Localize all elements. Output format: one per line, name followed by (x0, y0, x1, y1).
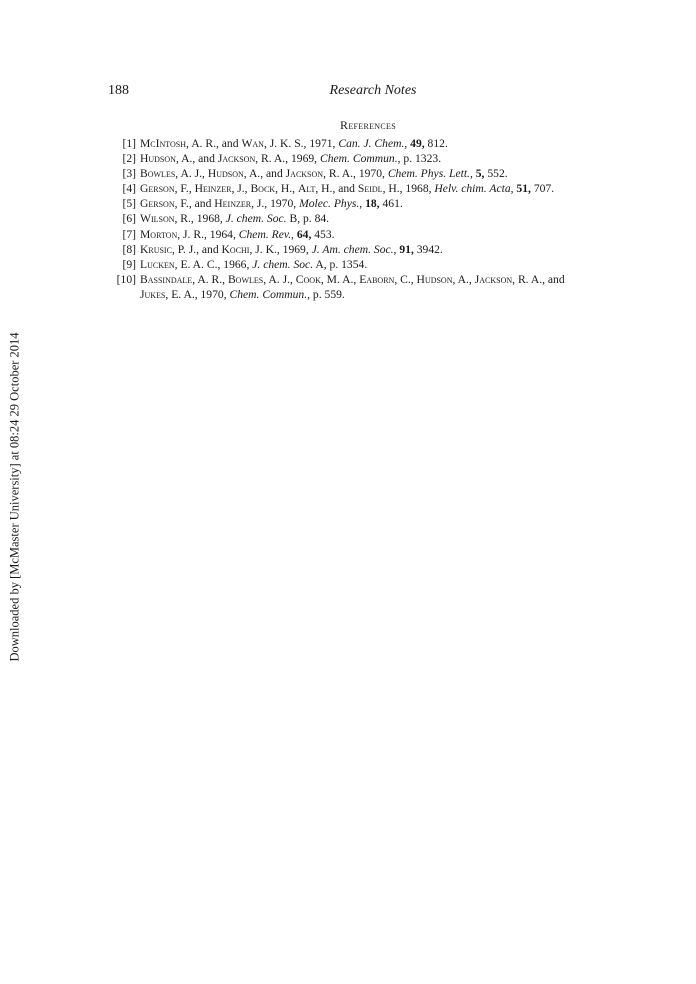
page-number: 188 (108, 83, 129, 98)
reference-segment: Lucken (140, 257, 175, 271)
reference-segment: Jukes (140, 287, 166, 301)
reference-text (140, 272, 595, 302)
reference-text (140, 181, 595, 196)
reference-item (100, 227, 595, 242)
reference-text (140, 227, 595, 242)
reference-segment: Can. J. Chem. (338, 137, 405, 150)
reference-segment: , A., and (243, 167, 286, 181)
reference-text (140, 211, 595, 226)
reference-segment: , R. A., and (512, 272, 565, 286)
reference-segment: A, p. 1354. (313, 257, 368, 271)
reference-segment: Hudson (207, 167, 244, 181)
reference-number: [6] (122, 212, 136, 226)
reference-item (100, 151, 595, 166)
reference-segment: , p. 559. (307, 287, 345, 301)
reference-number: [3] (122, 167, 136, 181)
reference-number: [9] (122, 257, 136, 271)
reference-segment: , A., and (175, 152, 218, 166)
reference-segment: , R., 1968, (174, 212, 226, 226)
reference-segment: 5, (475, 167, 485, 181)
reference-segment: , R. A., 1969, (255, 152, 320, 166)
reference-list (100, 136, 595, 302)
reference-segment: , H., (275, 182, 298, 196)
reference-segment: Kochi (221, 242, 250, 256)
reference-segment: 453. (311, 227, 335, 241)
reference-segment: , p. 1323. (397, 152, 442, 166)
reference-segment: , J. R., 1964, (177, 227, 239, 241)
reference-segment: Gerson (140, 197, 175, 211)
reference-text (140, 151, 595, 166)
reference-segment: J. chem. Soc. (225, 212, 287, 226)
reference-segment: , (291, 227, 297, 241)
reference-item (100, 272, 595, 302)
reference-segment: Wan (241, 137, 264, 150)
reference-item (100, 181, 595, 196)
reference-text (140, 136, 595, 151)
reference-segment: Bock (250, 182, 276, 196)
reference-segment: 51, (516, 182, 531, 196)
reference-number: [1] (122, 137, 136, 150)
reference-segment: Gerson (140, 182, 175, 196)
reference-item (100, 211, 595, 226)
reference-segment: , J., (231, 182, 251, 196)
reference-segment: Bowles (140, 167, 176, 181)
reference-segment: 552. (484, 167, 508, 181)
reference-segment: Hudson (140, 152, 176, 166)
reference-number: [7] (122, 227, 136, 241)
reference-segment: , A. R., and (186, 137, 242, 150)
reference-item (100, 166, 595, 181)
reference-segment: Molec. Phys. (299, 197, 360, 211)
reference-number: [10] (116, 272, 136, 286)
reference-item (100, 196, 595, 211)
reference-segment: Cook (295, 272, 321, 286)
reference-text (140, 196, 595, 211)
reference-segment: Eaborn (359, 272, 395, 286)
reference-segment: , E. A. C., 1966, (174, 257, 253, 271)
reference-segment: , F., and (174, 197, 215, 211)
reference-segment: Bassindale (140, 272, 193, 286)
reference-segment: Helv. chim. Acta (434, 182, 511, 196)
reference-segment: , (393, 242, 400, 256)
reference-segment: 812. (424, 137, 448, 150)
page-header (108, 83, 588, 103)
reference-segment: J. Am. chem. Soc. (311, 242, 394, 256)
reference-segment: 461. (379, 197, 403, 211)
reference-segment: , M. A., (320, 272, 360, 286)
reference-segment: Heinzer (194, 182, 232, 196)
reference-segment: , C., (394, 272, 417, 286)
reference-segment: Jackson (285, 167, 324, 181)
reference-segment: , J. K. S., 1971, (263, 137, 339, 150)
reference-segment: B, p. 84. (286, 212, 330, 226)
reference-segment: Heinzer (214, 197, 252, 211)
running-title: Research Notes (329, 83, 417, 98)
reference-item (100, 136, 595, 151)
references-heading: References (340, 118, 396, 132)
reference-segment: , (359, 197, 366, 211)
reference-segment: Alt (297, 182, 316, 196)
reference-segment: , A. J., (263, 272, 296, 286)
reference-segment: , F., (174, 182, 195, 196)
reference-segment: 64, (296, 227, 312, 241)
reference-segment: Wilson (140, 212, 175, 226)
reference-segment: McIntosh (140, 137, 187, 150)
reference-number: [4] (122, 182, 136, 196)
reference-segment: 91, (399, 242, 414, 256)
download-note-text: Downloaded by [McMaster University] at 08:24 29 October 2014 (7, 332, 22, 662)
reference-item (100, 257, 595, 272)
download-watermark (6, 312, 24, 682)
reference-segment: , (469, 167, 476, 181)
reference-segment: Jackson (217, 152, 256, 166)
reference-segment: , R. A., 1970, (323, 167, 388, 181)
reference-segment: Chem. Commun. (229, 287, 308, 301)
reference-segment: Seidl (357, 182, 383, 196)
reference-segment: 49, (410, 137, 425, 150)
reference-segment: Chem. Rev. (238, 227, 292, 241)
reference-segment: Morton (140, 227, 178, 241)
reference-segment: 3942. (413, 242, 443, 256)
reference-segment: , A. J., (175, 167, 208, 181)
reference-number: [5] (122, 197, 136, 211)
reference-segment: , A. R., (192, 272, 228, 286)
reference-segment: , H., and (315, 182, 358, 196)
reference-segment: , E. A., 1970, (165, 287, 230, 301)
reference-segment: , P. J., and (171, 242, 222, 256)
reference-segment: , J. K., 1969, (249, 242, 312, 256)
reference-number: [2] (122, 152, 136, 166)
reference-segment: Chem. Phys. Lett. (387, 167, 470, 181)
reference-segment: Krusic (140, 242, 172, 256)
reference-number: [8] (122, 242, 136, 256)
reference-segment: Jackson (474, 272, 513, 286)
reference-text (140, 257, 595, 272)
reference-segment: Hudson (416, 272, 453, 286)
reference-text (140, 242, 595, 257)
reference-segment: Chem. Commun. (319, 152, 398, 166)
reference-segment: , (510, 182, 517, 196)
reference-item (100, 242, 595, 257)
reference-segment: 18, (365, 197, 380, 211)
reference-segment: 707. (530, 182, 555, 196)
reference-segment: , (404, 137, 411, 150)
reference-segment: , A., (452, 272, 475, 286)
reference-text (140, 166, 595, 181)
reference-segment: J. chem. Soc. (252, 257, 314, 271)
reference-segment: , H., 1968, (382, 182, 435, 196)
reference-segment: Bowles (227, 272, 264, 286)
reference-segment: , J., 1970, (251, 197, 300, 211)
